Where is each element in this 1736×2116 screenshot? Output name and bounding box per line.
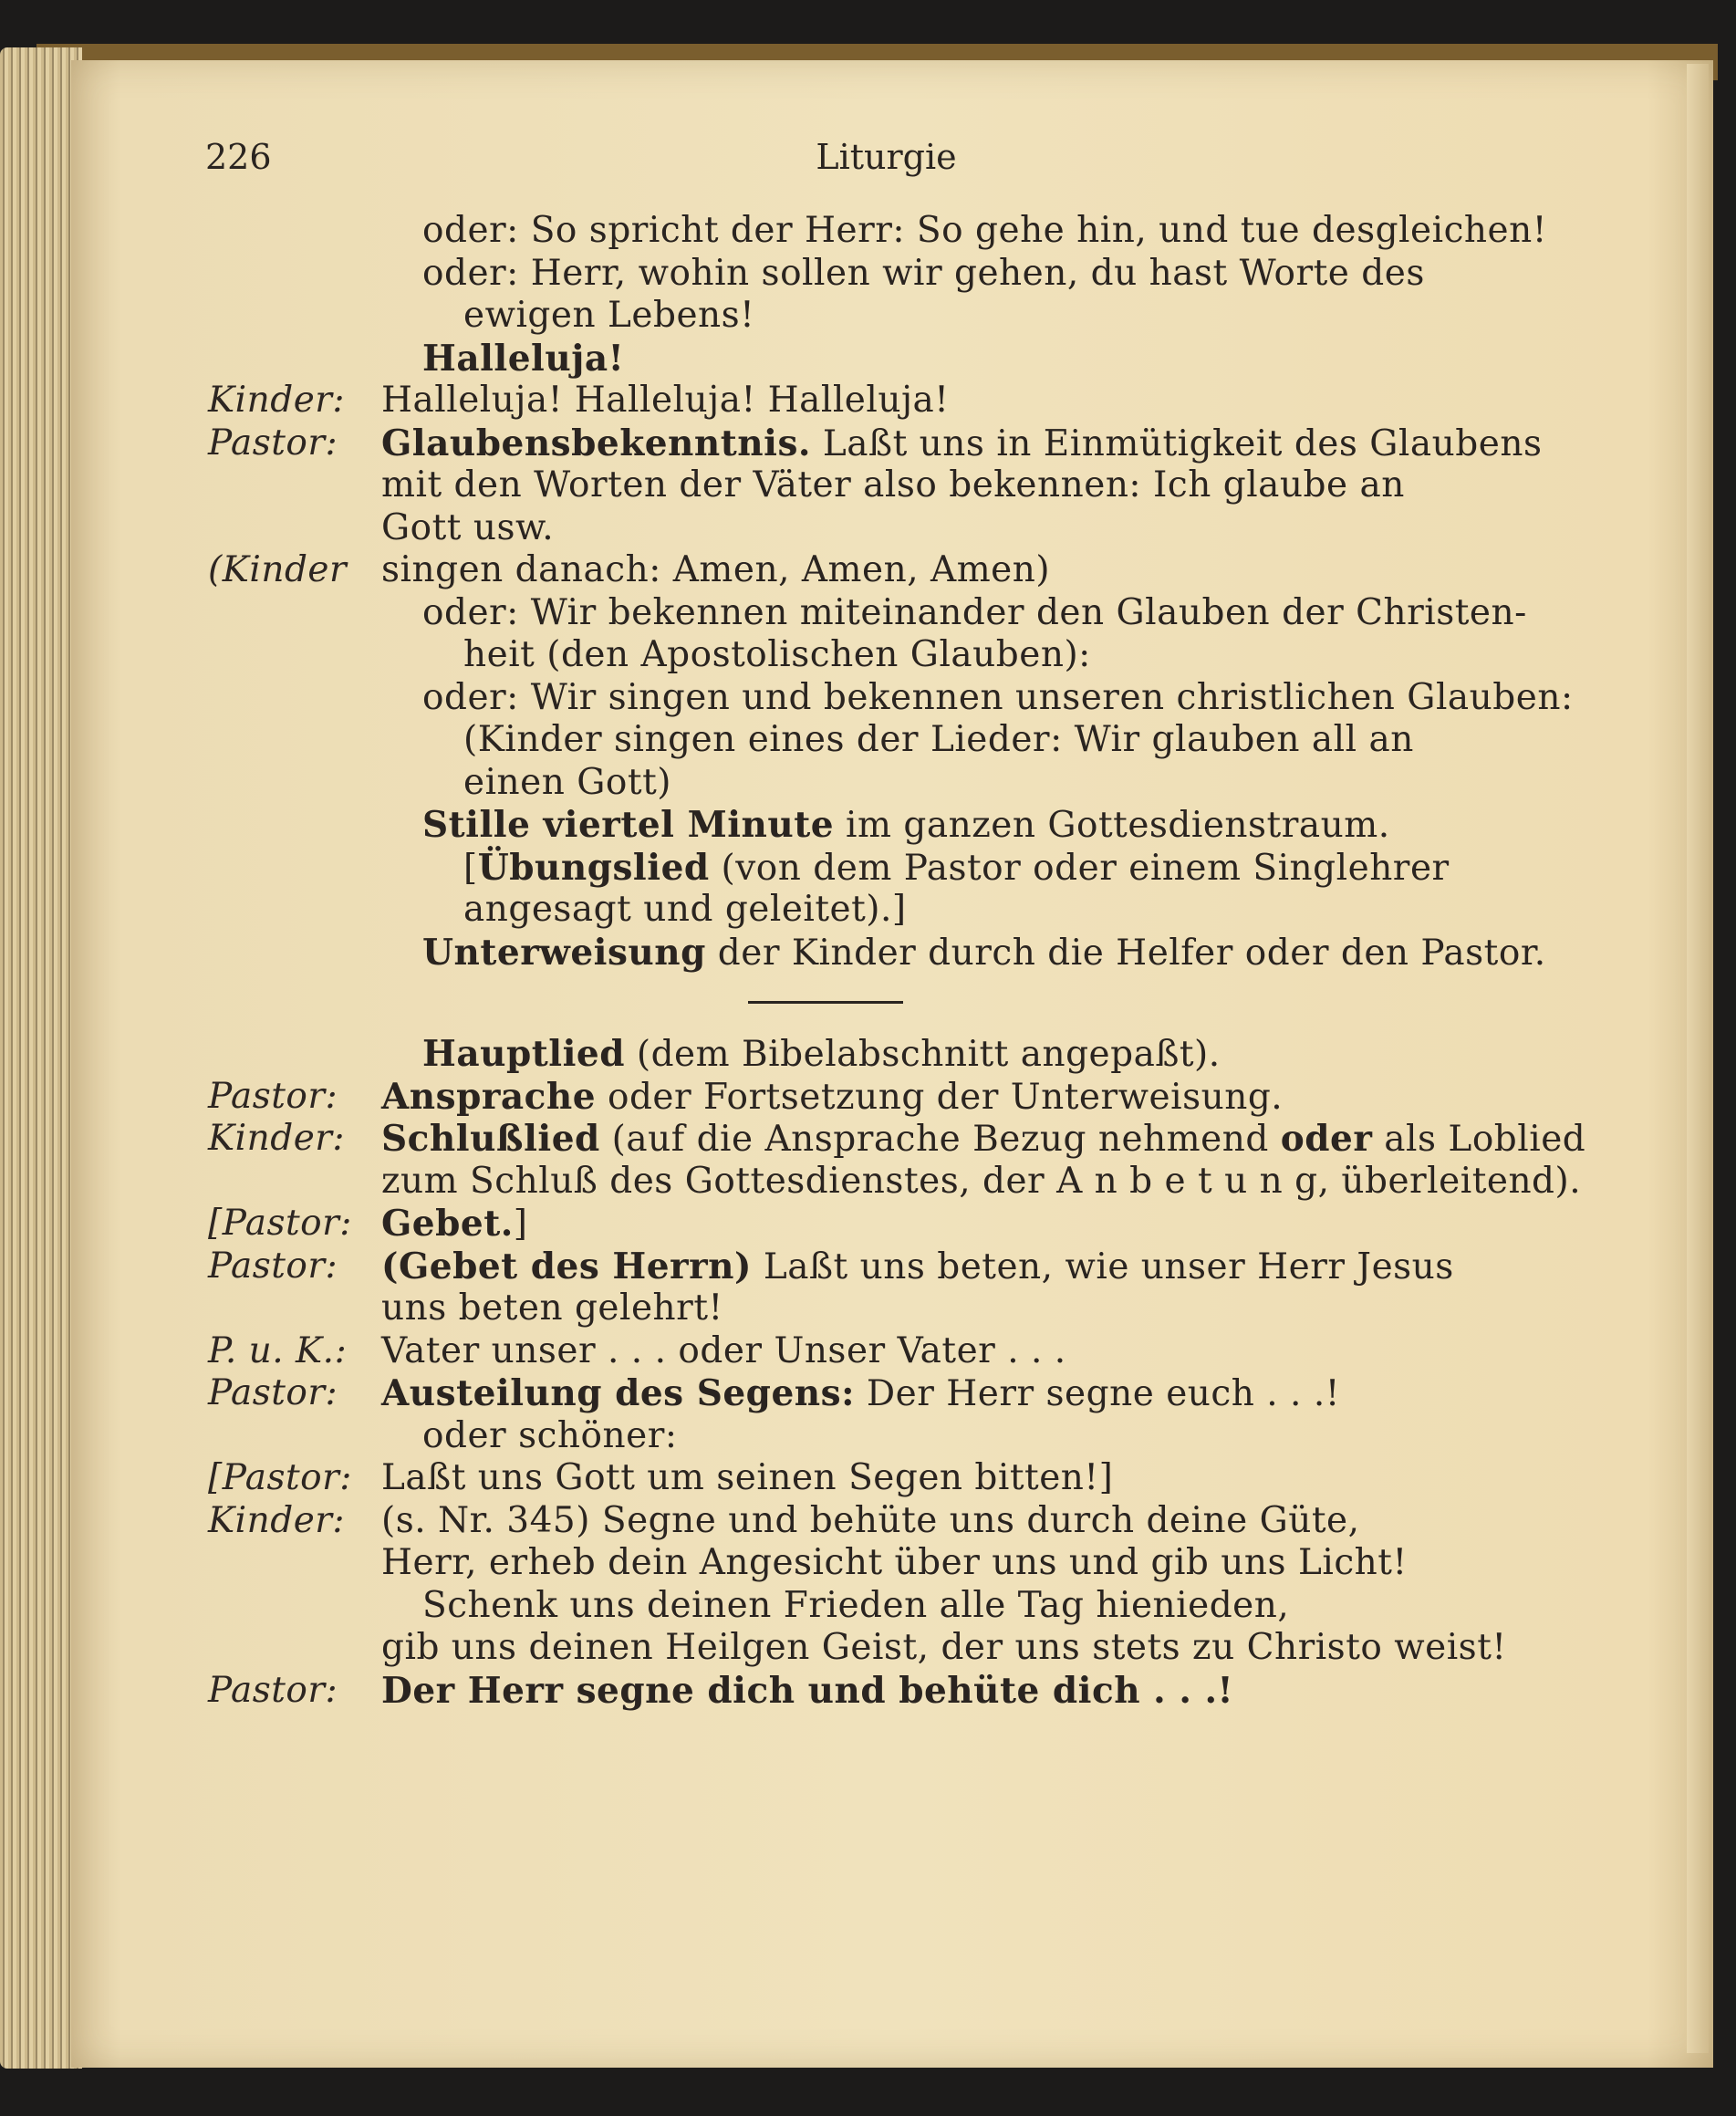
- text-line: [0, 1287, 1736, 1330]
- text-line: [0, 422, 1736, 465]
- page-number: 226: [205, 137, 272, 177]
- text-line: [0, 1033, 1736, 1076]
- text-span: oder: Herr, wohin sollen wir gehen, du hast Worte des: [422, 252, 1425, 294]
- line-text: [463, 295, 754, 338]
- text-span: ]: [513, 1204, 528, 1245]
- text-line: [0, 1330, 1736, 1373]
- bold-text: Hauptlied: [422, 1033, 625, 1075]
- speaker-label: [Pastor:: [208, 1457, 352, 1498]
- text-line: [0, 889, 1736, 932]
- text-line: [0, 634, 1736, 677]
- text-line: [0, 1076, 1736, 1119]
- text-span: (von dem Pastor oder einem Singlehrer: [709, 847, 1450, 889]
- text-span: angesagt und geleitet).]: [463, 889, 907, 930]
- bold-text: Glaubensbekenntnis.: [381, 422, 811, 464]
- line-text: [422, 1033, 1221, 1077]
- text-line: [0, 1670, 1736, 1713]
- text-line: [0, 1372, 1736, 1415]
- text-span: Laßt uns beten, wie unser Herr Jesus: [751, 1246, 1454, 1287]
- section-divider: [748, 1001, 903, 1004]
- line-text: [422, 592, 1527, 635]
- text-span: (auf die Ansprache Bezug nehmend: [599, 1119, 1281, 1160]
- line-text: [422, 1415, 678, 1458]
- bold-text: Halleluja!: [422, 337, 625, 380]
- text-span: als Loblied: [1372, 1119, 1586, 1160]
- text-span: Der Herr segne euch . . .!: [854, 1373, 1340, 1414]
- speaker-label: Pastor:: [208, 1372, 338, 1413]
- text-line: [0, 1500, 1736, 1543]
- line-text: [381, 1372, 1340, 1416]
- speaker-label: (Kinder: [208, 549, 348, 590]
- text-line: [0, 507, 1736, 550]
- text-line: [0, 1161, 1736, 1204]
- line-text: [381, 1500, 1360, 1543]
- speaker-label: Pastor:: [208, 1669, 338, 1711]
- text-span: oder: Wir singen und bekennen unseren christlichen Glauben:: [422, 676, 1574, 718]
- speaker-label: Kinder:: [208, 380, 346, 421]
- text-line: [0, 1118, 1736, 1161]
- text-span: Herr, erheb dein Angesicht über uns und gib uns Licht!: [381, 1542, 1408, 1583]
- text-span: einen Gott): [463, 761, 671, 803]
- text-span: Laßt uns in Einmütigkeit des Glaubens: [811, 422, 1543, 464]
- line-text: [381, 1457, 1113, 1500]
- text-span: Gott usw.: [381, 506, 555, 548]
- line-text: [463, 634, 1091, 677]
- text-line: [0, 804, 1736, 847]
- line-text: [381, 1118, 1585, 1162]
- bold-text: Schlußlied: [381, 1118, 600, 1160]
- text-line: [0, 592, 1736, 635]
- text-span: oder: So spricht der Herr: So gehe hin, und tue desgleichen!: [422, 210, 1547, 251]
- line-text: [381, 1330, 1066, 1373]
- line-text: [381, 1627, 1507, 1670]
- text-span: uns beten gelehrt!: [381, 1287, 723, 1329]
- text-span: zum Schluß des Gottesdienstes, der A n b e t u n g, überleitend).: [381, 1160, 1582, 1202]
- text-line: [0, 210, 1736, 253]
- running-title: Liturgie: [816, 137, 957, 177]
- text-span: (Kinder singen eines der Lieder: Wir glauben all an: [463, 719, 1414, 760]
- line-text: [381, 1287, 723, 1330]
- text-line: [0, 1246, 1736, 1288]
- line-text: [381, 380, 949, 422]
- bold-text: Stille viertel Minute: [422, 804, 835, 846]
- text-span: Schenk uns deinen Frieden alle Tag hienieden,: [422, 1584, 1290, 1626]
- text-line: [0, 1415, 1736, 1458]
- line-text: [422, 1585, 1289, 1628]
- text-line: [0, 1585, 1736, 1628]
- bold-text: Übungslied: [477, 846, 710, 889]
- line-text: [463, 847, 1450, 891]
- text-span: ewigen Lebens!: [463, 295, 755, 336]
- speaker-label: Kinder:: [208, 1499, 346, 1541]
- speaker-label: Pastor:: [208, 422, 338, 464]
- text-span: heit (den Apostolischen Glauben):: [463, 634, 1091, 675]
- bold-text: oder: [1280, 1118, 1373, 1160]
- text-span: mit den Worten der Väter also bekennen: Ich glaube an: [381, 464, 1405, 506]
- line-text: [422, 677, 1574, 720]
- section-divider-row: [0, 974, 1736, 1033]
- text-span: im ganzen Gottesdienstraum.: [834, 805, 1390, 846]
- text-line: [0, 1542, 1736, 1585]
- text-span: (s. Nr. 345) Segne und behüte uns durch deine Güte,: [381, 1499, 1360, 1541]
- text-line: [0, 1457, 1736, 1500]
- bold-text: Unterweisung: [422, 931, 706, 974]
- line-text: [422, 210, 1547, 253]
- text-span: oder schöner:: [422, 1414, 678, 1456]
- text-line: [0, 677, 1736, 720]
- speaker-label: Kinder:: [208, 1118, 346, 1159]
- bold-text: Gebet.: [381, 1203, 514, 1245]
- text-span: Laßt uns Gott um seinen Segen bitten!]: [381, 1457, 1114, 1498]
- text-span: der Kinder durch die Helfer oder den Pastor.: [705, 932, 1546, 974]
- text-line: [0, 338, 1736, 380]
- line-text: [422, 253, 1425, 296]
- line-text: [381, 422, 1542, 466]
- text-line: [0, 295, 1736, 338]
- line-text: [381, 1670, 1233, 1714]
- line-text: [381, 1203, 528, 1246]
- line-text: [463, 889, 907, 932]
- bold-text: Der Herr segne dich und behüte dich . . .!: [381, 1669, 1234, 1712]
- text-span: (dem Bibelabschnitt angepaßt).: [624, 1034, 1221, 1075]
- line-text: [422, 804, 1390, 848]
- text-span: singen danach: Amen, Amen, Amen): [381, 549, 1051, 590]
- line-text: [381, 1542, 1408, 1585]
- line-text: [381, 464, 1405, 507]
- text-line: [0, 464, 1736, 507]
- text-span: gib uns deinen Heilgen Geist, der uns stets zu Christo weist!: [381, 1627, 1507, 1668]
- line-text: [381, 1076, 1283, 1120]
- speaker-label: Pastor:: [208, 1075, 338, 1117]
- text-span: oder Fortsetzung der Unterweisung.: [596, 1076, 1284, 1118]
- text-line: [0, 762, 1736, 805]
- speaker-label: P. u. K.:: [208, 1329, 348, 1371]
- text-line: [0, 1627, 1736, 1670]
- page-header: [0, 137, 1736, 192]
- text-line: [0, 380, 1736, 422]
- speaker-label: [Pastor:: [208, 1203, 352, 1244]
- text-span: Vater unser . . . oder Unser Vater . . .: [381, 1329, 1066, 1371]
- text-line: [0, 847, 1736, 890]
- text-span: Halleluja! Halleluja! Halleluja!: [381, 380, 950, 421]
- line-text: [463, 719, 1414, 762]
- line-text: [381, 1161, 1581, 1204]
- line-text: [381, 507, 554, 550]
- text-line: [0, 549, 1736, 592]
- speaker-label: Pastor:: [208, 1245, 338, 1287]
- line-text: [381, 1246, 1454, 1289]
- line-text: [381, 549, 1050, 592]
- line-text: [463, 762, 671, 805]
- text-span: [: [463, 847, 478, 889]
- bold-text: (Gebet des Herrn): [381, 1245, 752, 1287]
- text-line: [0, 932, 1736, 975]
- line-text: [422, 932, 1546, 975]
- liturgy-text: [0, 210, 1736, 1712]
- bold-text: Ansprache: [381, 1075, 597, 1118]
- text-line: [0, 1203, 1736, 1246]
- text-span: oder: Wir bekennen miteinander den Glauben der Christen-: [422, 591, 1527, 633]
- line-text: [422, 338, 624, 381]
- text-line: [0, 253, 1736, 296]
- bold-text: Austeilung des Segens:: [381, 1372, 855, 1414]
- text-line: [0, 719, 1736, 762]
